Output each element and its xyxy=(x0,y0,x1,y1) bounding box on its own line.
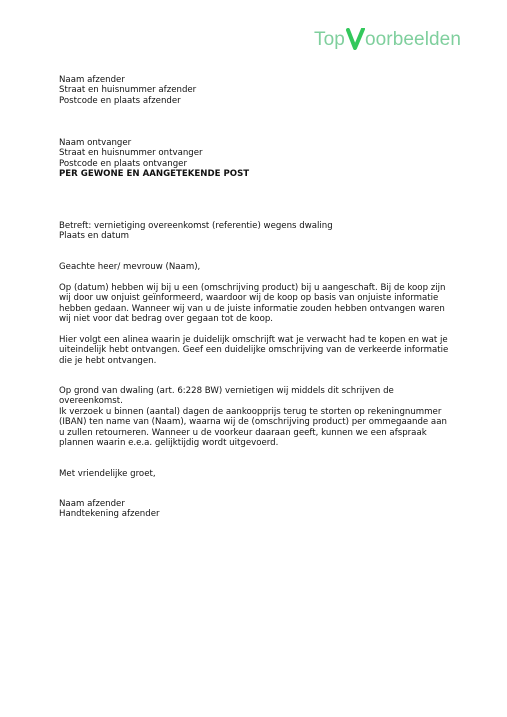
delivery-method: PER GEWONE EN AANGETEKENDE POST xyxy=(59,168,250,179)
paragraph-annulment: Op grond van dwaling (art. 6:228 BW) vernietigen wij middels dit schrijven de overeenkomst. xyxy=(59,386,394,407)
recipient-address xyxy=(59,138,459,179)
recipient-street: Straat en huisnummer ontvanger xyxy=(59,148,203,159)
sender-name: Naam afzender xyxy=(59,75,125,85)
closing-text: Met vriendelijke groet, xyxy=(59,469,156,479)
closing xyxy=(59,469,459,479)
place-date: Plaats en datum xyxy=(59,231,130,242)
subject-line: Betreft: vernietiging overeenkomst (referentie) wegens dwaling xyxy=(59,221,333,231)
recipient-name: Naam ontvanger xyxy=(59,138,132,148)
signature-block xyxy=(59,499,459,520)
paragraph-expectation: Hier volgt een alinea waarin je duidelijk omschrijft wat je verwacht had te kopen en wat je uiteindelijk hebt ontvangen. Geef een duidelijke omschrijving van de verkeerde informatie die je hebt ontvangen. xyxy=(59,335,449,366)
paragraph-refund-request: Ik verzoek u binnen (aantal) dagen de aankoopprijs terug te storten op rekeningnummer (IBAN) ten name van (Naam), waarna wij de (omschrijving product) per ommegaande aan u zullen retourneren. Wanneer u de voorkeur daaraan geeft, kunnen we een afspraak plannen waarin e.e.a. gelijktijdig wordt uitgevoerd. xyxy=(59,407,447,448)
topvoorbeelden-logo xyxy=(314,28,461,51)
salutation-text: Geachte heer/ mevrouw (Naam), xyxy=(59,262,201,272)
salutation xyxy=(59,262,459,272)
paragraph-purchase: Op (datum) hebben wij bij u een (omschrijving product) bij u aangeschaft. Bij de koop zijn wij door uw onjuist geïnformeerd, waardoor wij de koop op basis van onjuiste informatie hebben gedaan. Wanneer wij van u de juiste informatie zouden hebben ontvangen waren wij niet voor dat bedrag over gegaan tot de koop. xyxy=(59,283,446,324)
logo-v-checkmark-icon xyxy=(345,28,365,50)
logo-text-top: Top xyxy=(314,29,345,50)
sender-address xyxy=(59,75,459,106)
recipient-city: Postcode en plaats ontvanger xyxy=(59,158,188,169)
sender-city: Postcode en plaats afzender xyxy=(59,95,181,106)
subject-block xyxy=(59,221,459,242)
signature-label: Handtekening afzender xyxy=(59,509,160,520)
logo-text-oorbeelden: oorbeelden xyxy=(364,29,462,50)
signature-name: Naam afzender xyxy=(59,499,125,509)
sender-street: Straat en huisnummer afzender xyxy=(59,85,197,96)
